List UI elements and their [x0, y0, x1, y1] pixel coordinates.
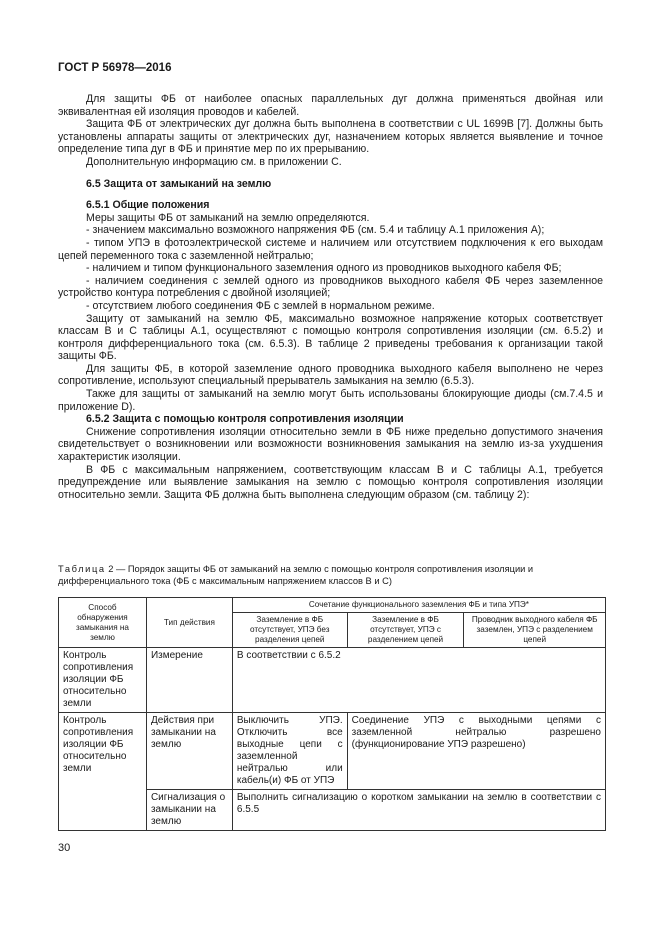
- list-item: - типом УПЭ в фотоэлектрической системе и наличием или отсутствием подключения к его выходам цепей переменного тока с заземленной нейтралью;: [58, 236, 603, 262]
- cell-method: Контроль сопротивления изоляции ФБ относительно земли: [59, 713, 147, 831]
- paragraph: Для защиты ФБ, в которой заземление одного проводника выходного кабеля выполнено не через сопротивление, используют специальный прерыватель замыкания на землю (6.5.3).: [58, 362, 603, 388]
- table-caption-label: Таблица: [58, 564, 106, 574]
- list-item: - наличием соединения с землей одного из проводников выходного кабеля ФБ через заземленное устройство контура потребления с двойной изоляцией;: [58, 274, 603, 300]
- paragraph: В ФБ с максимальным напряжением, соответствующим классам В и С таблицы А.1, требуется предупреждение или выявление замыкания на землю с помощью контроля сопротивления изоляции относительно земли. Защита ФБ должна быть выполнена следующим образом (см. таблицу 2):: [58, 463, 603, 501]
- cell-action: Действия при замыкании на землю: [146, 713, 232, 790]
- cell-value: Выключить УПЭ. Отключить все выходные цепи с заземленной нейтралью или кабель(и) ФБ от УПЭ: [232, 713, 347, 790]
- table-header-row: [59, 598, 606, 613]
- list-item: - отсутствием любого соединения ФБ с землей в нормальном режиме.: [86, 299, 435, 312]
- table-row: [59, 713, 606, 790]
- cell-method: Контроль сопротивления изоляции ФБ относительно земли: [59, 648, 147, 713]
- paragraph: Снижение сопротивления изоляции относительно земли в ФБ ниже предельно допустимого значения свидетельствует о возникновении или возможности возникновения замыкания на землю из-за ухудшения характеристик изоляции.: [58, 425, 603, 464]
- table-row: [59, 648, 606, 713]
- cell-value: Соединение УПЭ с выходными цепями с заземленной нейтралью разрешено (функционирование УПЭ разрешено): [347, 713, 605, 790]
- paragraph: Дополнительную информацию см. в приложении С.: [86, 155, 342, 168]
- header-sub-no-ground-isolation: Заземление в ФБ отсутствует, УПЭ с разделением цепей: [347, 613, 464, 648]
- header-sub-no-ground-no-isolation: Заземление в ФБ отсутствует, УПЭ без разделения цепей: [232, 613, 347, 648]
- cell-value: В соответствии с 6.5.2: [232, 648, 605, 713]
- list-item: - значением максимально возможного напряжения ФБ (см. 5.4 и таблицу А.1 приложения А);: [86, 224, 545, 237]
- cell-value: Выполнить сигнализацию о коротком замыкании на землю в соответствии с 6.5.5: [232, 790, 605, 831]
- protection-table: [58, 597, 606, 831]
- header-detection-method: Способ обнаружения замыкания на землю: [59, 598, 147, 648]
- cell-action: Сигнализация о замыкании на землю: [146, 790, 232, 831]
- paragraph: Для защиты ФБ от наиболее опасных параллельных дуг должна применяться двойная или эквивалентная ей изоляция проводов и кабелей.: [58, 93, 603, 118]
- header-sub-grounded-isolation: Проводник выходного кабеля ФБ заземлен, УПЭ с разделением цепей: [464, 613, 606, 648]
- document-code-header: ГОСТ Р 56978—2016: [58, 62, 172, 74]
- main-text: [58, 93, 603, 501]
- page-number: 30: [58, 842, 71, 854]
- paragraph: Также для защиты от замыканий на землю могут быть использованы блокирующие диоды (см.7.4.5 и приложение D).: [58, 388, 603, 413]
- header-action-type: Тип действия: [146, 598, 232, 648]
- paragraph: Защиту от замыканий на землю ФБ, максимально возможное напряжение которых соответствует классам В и С таблицы А.1, осуществляют с помощью контроля сопротивления изоляции (см. 6.5.2) и контроля дифференциального тока (см. 6.5.3). В таблице 2 приведены требования к организации такой защиты ФБ.: [58, 312, 603, 363]
- header-combination-group: Сочетание функционального заземления ФБ и типа УПЭ*: [232, 598, 605, 613]
- section-heading-6-5-1: 6.5.1 Общие положения: [86, 199, 210, 212]
- cell-action: Измерение: [146, 648, 232, 713]
- table-caption: [58, 564, 606, 587]
- table-caption-text: 2 — Порядок защиты ФБ от замыканий на землю с помощью контроля сопротивления изоляции и дифференциального тока (ФБ с максимальным напряжением классов В и С): [58, 564, 534, 586]
- list-item: - наличием и типом функционального заземления одного из проводников выходного кабеля ФБ;: [86, 262, 562, 275]
- paragraph: Защита ФБ от электрических дуг должна быть выполнена в соответствии с UL 1699В [7]. Должны быть установлены аппараты защиты от электрических дуг, назначением которых является выявление и точное определение типа дуг в ФБ и принятие мер по их прерыванию.: [58, 118, 603, 156]
- paragraph: Меры защиты ФБ от замыканий на землю определяются.: [86, 211, 370, 224]
- section-heading-6-5: 6.5 Защита от замыканий на землю: [86, 177, 272, 190]
- section-heading-6-5-2: 6.5.2 Защита с помощью контроля сопротивления изоляции: [86, 413, 404, 426]
